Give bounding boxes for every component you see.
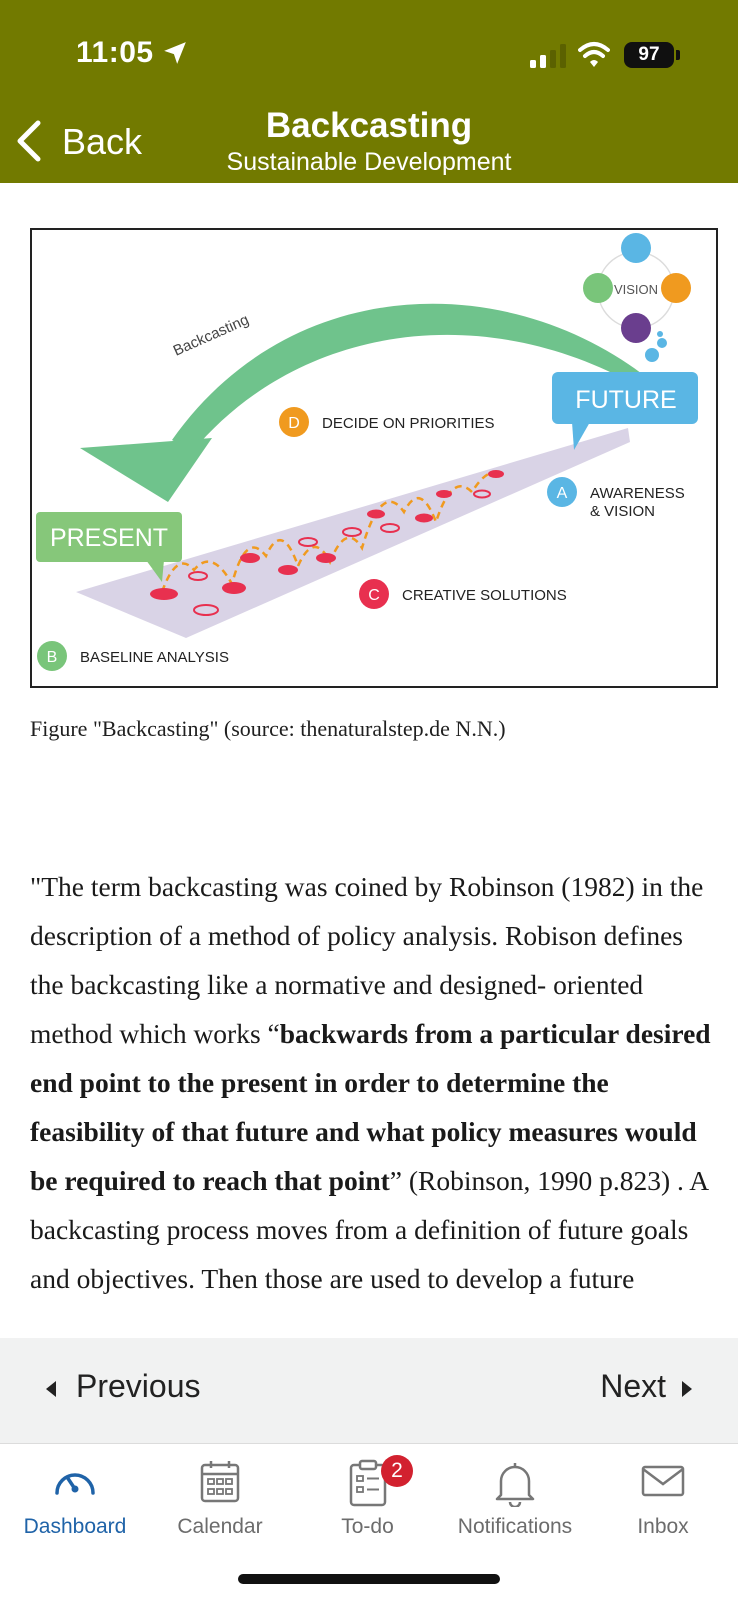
solution-dot <box>316 553 336 563</box>
step-c-letter: C <box>368 587 380 604</box>
body-text-part: "The term backcasting was coined by Robinson (1982) in the description of a method of policy analysis. Robison defines the backcasting like a normative and designed- oriented method which works “ <box>30 871 704 1049</box>
present-label: PRESENT <box>49 524 169 552</box>
battery-level: 97 <box>624 42 674 68</box>
cellular-signal-icon <box>530 44 566 68</box>
solution-dot <box>240 553 260 563</box>
page-title: Backcasting <box>265 106 473 145</box>
vision-transport-icon <box>621 313 651 343</box>
step-a-label: AWARENESS <box>590 485 685 502</box>
pager-bar <box>0 1338 738 1444</box>
backcasting-diagram <box>32 230 716 686</box>
arrow-head <box>80 438 212 502</box>
tab-inbox[interactable] <box>608 1455 718 1555</box>
backcasting-figure <box>30 228 718 688</box>
previous-button[interactable] <box>44 1368 244 1414</box>
step-b-letter: B <box>46 649 58 666</box>
status-time: 11:05 <box>76 36 154 69</box>
vision-label: VISION <box>613 282 659 297</box>
solution-dot <box>150 588 178 600</box>
triangle-right-icon <box>680 1380 694 1398</box>
triangle-left-icon <box>44 1380 58 1398</box>
tab-todo[interactable] <box>305 1455 430 1555</box>
solution-dot <box>436 490 452 498</box>
solution-dot <box>367 510 385 519</box>
battery-tip <box>676 50 680 60</box>
bubble-dot <box>657 338 667 348</box>
home-indicator <box>238 1574 500 1584</box>
app-header <box>0 0 738 183</box>
body-text-part: ” (Robinson, 1990 p.823) . A backcasting process moves from a definition of future goals and objectives. Then those are used to develop a future <box>30 1165 708 1294</box>
solution-dot <box>415 514 433 523</box>
step-d-letter: D <box>288 415 300 432</box>
calendar-icon <box>199 1459 241 1505</box>
future-label: FUTURE <box>575 386 677 414</box>
next-button[interactable] <box>554 1368 694 1414</box>
tab-label: Dashboard <box>23 1515 127 1538</box>
tab-notifications[interactable] <box>440 1455 590 1555</box>
body-bold-quote: backwards from a particular desired end point to the present in order to determine the feasibility of that future and what policy measures would be required to reach that point <box>30 1018 711 1196</box>
todo-badge: 2 <box>381 1455 413 1487</box>
solution-dot <box>488 470 504 478</box>
next-label: Next <box>600 1368 666 1404</box>
step-a-label-2: & VISION <box>590 503 656 520</box>
figure-caption: Figure "Backcasting" (source: thenaturalstep.de N.N.) <box>30 716 506 741</box>
dashboard-gauge-icon <box>51 1459 99 1499</box>
vision-globe-icon <box>621 233 651 263</box>
step-b-label: BASELINE ANALYSIS <box>80 649 229 666</box>
envelope-icon <box>640 1459 686 1499</box>
solution-dot <box>278 565 298 575</box>
step-d-label: DECIDE ON PRIORITIES <box>322 415 495 432</box>
bell-icon <box>493 1459 537 1507</box>
vision-nature-icon <box>583 273 613 303</box>
step-c-label: CREATIVE SOLUTIONS <box>402 587 567 604</box>
step-a-letter: A <box>556 485 568 502</box>
tab-label: To-do <box>341 1515 394 1538</box>
article-body <box>30 862 712 1338</box>
tab-label: Inbox <box>637 1515 689 1538</box>
solution-dot <box>222 582 246 594</box>
arc-label: Backcasting <box>170 311 252 360</box>
tab-label: Calendar <box>177 1515 263 1538</box>
tab-label: Notifications <box>457 1515 573 1538</box>
tab-calendar[interactable] <box>160 1455 280 1555</box>
tab-dashboard[interactable] <box>10 1455 140 1555</box>
vision-people-icon <box>661 273 691 303</box>
page-subtitle: Sustainable Development <box>226 148 512 176</box>
location-arrow-icon <box>162 40 188 66</box>
bubble-dot <box>645 348 659 362</box>
back-label: Back <box>62 121 143 162</box>
bubble-dot <box>657 331 663 337</box>
wifi-icon <box>578 40 610 68</box>
previous-label: Previous <box>76 1368 201 1404</box>
